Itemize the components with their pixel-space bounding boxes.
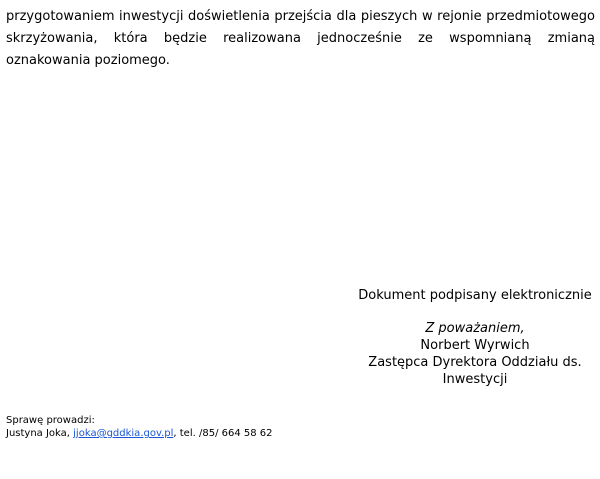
email-link[interactable]: jjoka@gddkia.gov.pl <box>73 428 174 439</box>
signature-spacer <box>346 304 600 320</box>
signer-name: Norbert Wyrwich <box>420 338 530 353</box>
case-handler-name: Justyna Joka, <box>6 428 74 439</box>
case-handler-footer <box>6 414 273 440</box>
signer-title-line-2: Inwestycji <box>442 372 508 387</box>
signature-status: Dokument podpisany elektronicznie <box>358 288 592 303</box>
phone-number: , tel. /85/ 664 58 62 <box>173 428 273 439</box>
signature-closing: Z poważaniem, <box>425 321 525 336</box>
signer-title-line-1: Zastępca Dyrektora Oddziału ds. <box>368 355 582 370</box>
case-handler-label: Sprawę prowadzi: <box>6 415 95 426</box>
case-handler-contact <box>6 427 273 440</box>
signature-block <box>346 287 600 388</box>
body-paragraph: przygotowaniem inwestycji doświetlenia przejścia dla pieszych w rejonie przedmiotowego skrzyżowania, która będzie realizowana jednocześnie ze wspomnianą zmianą oznakowania poziomego. <box>6 9 595 68</box>
